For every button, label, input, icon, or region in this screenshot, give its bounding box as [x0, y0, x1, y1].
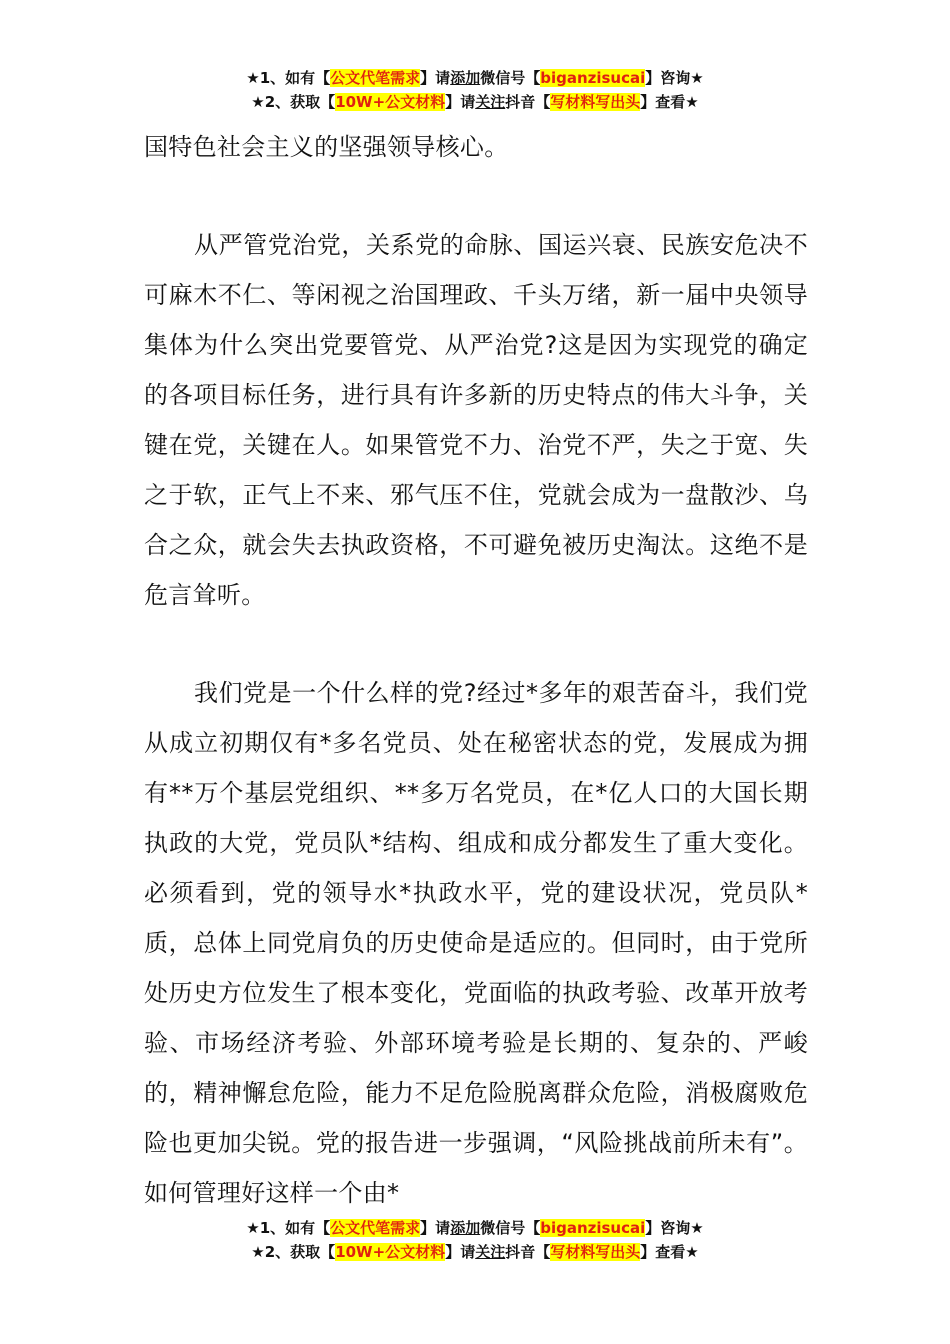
wechat-id: biganzisucai — [540, 69, 646, 87]
wechat-id: biganzisucai — [540, 1219, 646, 1237]
highlight-text: 10W+公文材料 — [335, 1243, 446, 1261]
footer-banner — [0, 1216, 950, 1264]
header-banner — [0, 66, 950, 114]
douyin-id: 写材料写出头 — [550, 1243, 641, 1261]
paragraph: 我们党是一个什么样的党?经过*多年的艰苦奋斗，我们党从成立初期仅有*多名党员、处在秘密状态的党，发展成为拥有**万个基层党组织、**多万名党员，在*亿人口的大国长期执政的大党，党员队*结构、组成和成分都发生了重大变化。必须看到，党的领导水*执政水平，党的建设状况，党员队*质，总体上同党肩负的历史使命是适应的。但同时，由于党所处历史方位发生了根本变化，党面临的执政考验、改革开放考验、市场经济考验、外部环境考验是长期的、复杂的、严峻的，精神懈怠危险，能力不足危险脱离群众危险，消极腐败危险也更加尖锐。党的报告进一步强调，“风险挑战前所未有”。 如何管理好这样一个由* — [144, 679, 808, 1207]
banner-line-2: ★2、获取【10W+公文材料】请关注抖音【写材料写出头】查看★ — [251, 1243, 699, 1261]
highlight-text: 公文代笔需求 — [330, 1219, 421, 1237]
paragraph: 国特色社会主义的坚强领导核心。 — [144, 133, 509, 161]
paragraph-continuation — [144, 122, 808, 172]
paragraph-strict-governance — [144, 220, 808, 620]
highlight-text: 公文代笔需求 — [330, 69, 421, 87]
banner-line-2: ★2、获取【10W+公文材料】请关注抖音【写材料写出头】查看★ — [251, 93, 699, 111]
banner-line-1: ★1、如有【公文代笔需求】请添加微信号【biganzisucai】咨询★ — [246, 1219, 704, 1237]
douyin-id: 写材料写出头 — [550, 93, 641, 111]
highlight-text: 10W+公文材料 — [335, 93, 446, 111]
paragraph: 从严管党治党，关系党的命脉、国运兴衰、民族安危决不可麻木不仁、等闲视之治国理政、千头万绪，新一届中央领导集体为什么突出党要管党、从严治党?这是因为实现党的确定的各项目标任务，进行具有许多新的历史特点的伟大斗争，关键在党，关键在人。如果管党不力、治党不严，失之于宽、失之于软，正气上不来、邪气压不住，党就会成为一盘散沙、乌合之众，就会失去执政资格，不可避免被历史淘汰。这绝不是危言耸听。 — [144, 231, 808, 609]
paragraph-what-kind-of-party — [144, 668, 808, 1218]
banner-line-1: ★1、如有【公文代笔需求】请添加微信号【biganzisucai】咨询★ — [246, 69, 704, 87]
